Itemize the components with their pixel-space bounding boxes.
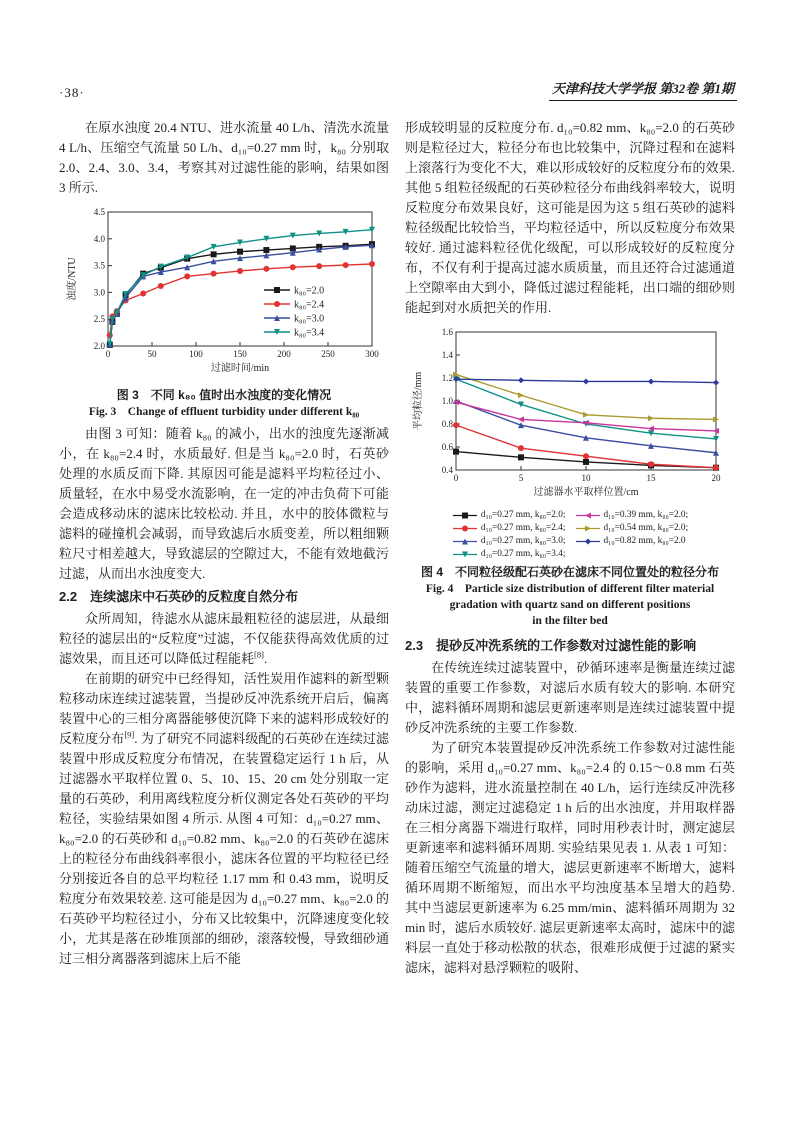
svg-text:k₈₀=2.4: k₈₀=2.4 [294, 299, 325, 311]
svg-text:3.5: 3.5 [93, 260, 105, 271]
legend-label: d₁₀=0.39 mm, k₈₀=2.0; [603, 510, 689, 520]
svg-text:0: 0 [453, 473, 459, 483]
legend-item [452, 548, 566, 561]
legend-label: d₁₀=0.27 mm, k₈₀=2.4; [480, 523, 566, 533]
legend-item [452, 535, 566, 548]
paragraph-reverse-grading-intro: 众所周知，待滤水从滤床最粗粒径的滤层进，从最细粒径的滤层出的“反粒度”过滤，不仅能获得高效优质的过滤效果，而且还可以降低过程能耗[8]. [59, 611, 389, 666]
svg-text:200: 200 [277, 349, 291, 359]
svg-text:4.0: 4.0 [93, 233, 105, 244]
svg-text:1.4: 1.4 [441, 350, 453, 360]
svg-text:2.5: 2.5 [93, 314, 105, 325]
svg-text:过滤时间/min: 过滤时间/min [210, 363, 270, 374]
figure4-legend [405, 509, 735, 561]
svg-text:1.6: 1.6 [441, 327, 453, 337]
svg-text:0.6: 0.6 [441, 442, 453, 452]
legend-item [452, 509, 566, 522]
svg-text:5: 5 [518, 473, 524, 483]
svg-text:浊度/NTU: 浊度/NTU [67, 257, 78, 301]
svg-text:2.0: 2.0 [93, 341, 105, 351]
page-number: ·38· [59, 85, 85, 100]
svg-text:3.0: 3.0 [93, 287, 105, 298]
svg-text:100: 100 [189, 349, 203, 359]
spacer [405, 629, 735, 633]
figure4-caption-en-line1: Fig. 4 Particle size distribution of different filter material [425, 583, 715, 595]
svg-text:150: 150 [233, 349, 247, 359]
figure4-chart [410, 326, 730, 508]
legend-item [575, 522, 689, 535]
svg-text:10: 10 [581, 473, 591, 483]
journal-reference: 天津科技大学学报 第32卷 第1期 [549, 78, 737, 101]
svg-text:过滤器水平取样位置/cm: 过滤器水平取样位置/cm [533, 487, 639, 498]
paragraph-continuation: 形成较明显的反粒度分布. d₁₀=0.82 mm、k₈₀=2.0 的石英砂则是粒径过大，粒径分布也比较集中，沉降过程和在滤料上滚落行为变化不大，难以形成较好的反粒度分布的效果. 其他 5 组粒径级配的石英砂粒径分布曲线斜率较大，说明反粒度分布效果良好，这可能是因为这 5 组石英砂的滤料粒径级配比较恰当，平均粒径适中，所以反粒度分布效果较好. 通过滤料粒径优化级配，可以形成较好的反粒度分布，不仅有利于提高过滤水质质量，而且还符合过滤通道上空隙率由大到小，降低过滤过程能耗，出口端的细砂则能起到对水质把关的作用. [405, 120, 735, 315]
two-column-body [59, 118, 735, 978]
svg-text:平均粒径/mm: 平均粒径/mm [413, 371, 424, 431]
svg-text:1.0: 1.0 [441, 396, 453, 406]
figure3-caption-cn: 图 3 不同 k₈₀ 值时出水浊度的变化情况 [116, 388, 332, 402]
svg-text:20: 20 [711, 473, 721, 483]
paragraph-fig3-discussion: 由图 3 可知：随着 k₈₀ 的减小，出水的浊度先逐渐减小，在 k₈₀=2.4 时，水质最好. 但是当 k₈₀=2.0 时，石英砂处理的水质反而下降. 其原因可能是滤料平均粒径过小、质量轻，在水中易受水流影响，在一定的冲击负荷下可能会造成移动床的滤床比较松动. 并且，水中的胶体微粒与滤料的碰撞机会减弱，而导致滤后水质变差，所以粗细颗粒尺寸相差越大，导致滤层的空隙过大，不能有效地截污过滤，从而出水浊度变大. [59, 426, 389, 581]
svg-text:1.2: 1.2 [441, 373, 453, 383]
left-column [59, 118, 389, 978]
legend-item [452, 522, 566, 535]
svg-text:50: 50 [147, 349, 157, 359]
legend-marker-icon [452, 537, 478, 546]
figure4-caption-en-line3: in the filter bed [532, 615, 608, 627]
section-heading-2-3: 2.3 提砂反冲洗系统的工作参数对过滤性能的影响 [405, 638, 697, 653]
legend-label: d₁₀=0.27 mm, k₈₀=3.0; [480, 536, 566, 546]
svg-text:0.4: 0.4 [441, 465, 453, 475]
legend-marker-icon [452, 524, 478, 533]
right-column [405, 118, 735, 978]
svg-text:0: 0 [105, 349, 111, 359]
svg-text:k₈₀=2.0: k₈₀=2.0 [294, 285, 325, 297]
paragraph-backwash-params-intro: 在传统连续过滤装置中，砂循环速率是衡量连续过滤装置的重要工作参数，对滤后水质有较大的影响. 本研究中，滤料循环周期和滤层更新速率则是连续过滤装置中提砂反冲洗系统的主要工作参数. [405, 660, 735, 735]
figure4-caption-cn: 图 4 不同粒径级配石英砂在滤床不同位置处的粒径分布 [420, 565, 719, 579]
svg-text:k₈₀=3.4: k₈₀=3.4 [294, 327, 325, 339]
svg-text:0.8: 0.8 [441, 419, 453, 429]
legend-item [575, 509, 689, 522]
legend-label: d₁₀=0.27 mm, k₈₀=3.4; [480, 549, 566, 559]
legend-label: d₁₀=0.82 mm, k₈₀=2.0 [603, 536, 686, 546]
paragraph-backwash-experiment: 为了研究本装置提砂反冲洗系统工作参数对过滤性能的影响，采用 d₁₀=0.27 mm、k₈₀=2.4 的 0.15～0.8 mm 石英砂作为滤料，进水流量控制在 40 L/h，运行连续反冲洗移动床过滤，测定过滤稳定 1 h 后的出水浊度，并用取样器在三相分离器下端进行取样，同时用秒表计时，测定滤层更新速率和滤料循环周期. 实验结果见表 1. 从表 1 可知：随着压缩空气流量的增大，滤层更新速率不断增大，滤料循环周期不断缩短，而出水平均浊度基本呈增大的趋势. 其中当滤层更新速率为 6.25 mm/min、滤料循环周期为 32 min 时，滤后水质较好. 滤层更新速率太高时，滤床中的滤料层一直处于移动松散的状态，很难形成便于过滤的紧实滤床，滤料对悬浮颗粒的吸附、 [405, 740, 735, 975]
paragraph-previous-research: 在前期的研究中已经得知，活性炭用作滤料的新型颗粒移动床连续过滤装置，当提砂反冲洗系统开启后，偏离装置中心的三相分离器能够使沉降下来的滤料形成较好的反粒度分布[9]. 为了研究不同滤料级配的石英砂在连续过滤装置中形成反粒度分布情况，在装置稳定运行 1 h 后，从过滤器水平取样位置 0、5、10、15、20 cm 处分别取一定量的石英砂，利用离线粒度分析仪测定各处石英砂的平均粒径，实验结果如图 4 所示. 从图 4 可知：d₁₀=0.27 mm、k₈₀=2.0 的石英砂和 d₁₀=0.82 mm、k₈₀=2.0 的石英砂在滤床上的粒径分布曲线斜率很小，滤床各位置的平均粒径已经分别接近各自的总平均粒径 1.17 mm 和 0.43 mm，说明反粒度分布效果较差. 这可能是因为 d₁₀=0.27 mm、k₈₀=2.0 的石英砂平均粒径过小，分布又比较集中，沉降速度变化较小，尤其是落在砂堆顶部的细砂，滚落较慢，导致细砂通过三相分离器落到滤床上后不能 [59, 671, 389, 966]
section-heading-2-2: 2.2 连续滤床中石英砂的反粒度自然分布 [59, 589, 299, 604]
legend-marker-icon [575, 511, 601, 520]
legend-item [575, 535, 689, 548]
svg-text:4.5: 4.5 [93, 207, 105, 217]
figure3-caption-en: Fig. 3 Change of effluent turbidity under different k₈₀ [88, 406, 360, 418]
figure4-caption-en [405, 581, 735, 629]
legend-label: d₁₀=0.54 mm, k₈₀=2.0; [603, 523, 689, 533]
legend-marker-icon [575, 524, 601, 533]
paragraph-experiment-conditions: 在原水浊度 20.4 NTU、进水流量 40 L/h、清洗水流量 4 L/h、压缩空气流量 50 L/h、d₁₀=0.27 mm 时，k₈₀ 分别取 2.0、2.4、3.0、3.4，考察其对过滤性能的影响，结果如图 3 所示. [59, 120, 389, 195]
legend-label: d₁₀=0.27 mm, k₈₀=2.0; [480, 510, 566, 520]
svg-text:300: 300 [365, 349, 379, 359]
legend-marker-icon [575, 537, 601, 546]
svg-text:15: 15 [646, 473, 656, 483]
page-header [59, 78, 737, 101]
svg-text:250: 250 [321, 349, 335, 359]
figure3-chart [64, 206, 384, 384]
figure4-caption-en-line2: gradation with quartz sand on different positions [449, 599, 691, 611]
svg-text:k₈₀=3.0: k₈₀=3.0 [294, 313, 325, 325]
legend-marker-icon [452, 550, 478, 559]
legend-marker-icon [452, 511, 478, 520]
